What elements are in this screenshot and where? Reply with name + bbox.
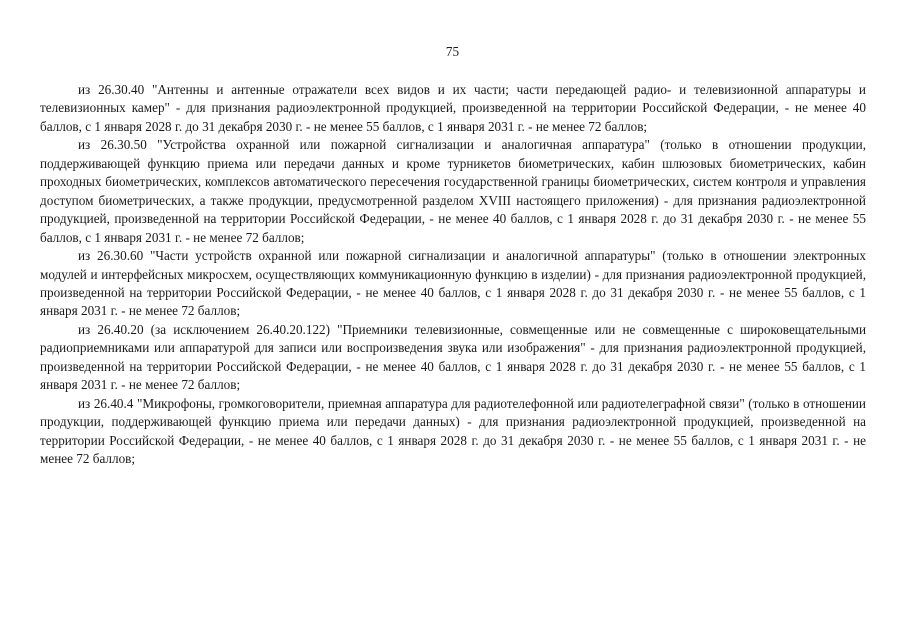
paragraph-26-30-60: из 26.30.60 "Части устройств охранной или пожарной сигнализации и аналогичной аппаратуры" (только в отношении электронных модулей и интерфейсных микросхем, осуществляющих коммуникационную функцию в изделии) - для признания радиоэлектронной продукцией, произведенной на территории Российской Федерации, - не менее 40 баллов, с 1 января 2028 г. до 31 декабря 2030 г. - не менее 55 баллов, с 1 января 2031 г. - не менее 72 баллов;: [40, 248, 866, 319]
paragraph-26-40-4: из 26.40.4 "Микрофоны, громкоговорители, приемная аппаратура для радиотелефонной или радиотелеграфной связи" (только в отношении продукции, поддерживающей функцию приема или передачи данных) - для признания радиоэлектронной продукцией, произведенной на территории Российской Федерации, - не менее 40 баллов, с 1 января 2028 г. до 31 декабря 2030 г. - не менее 55 баллов, с 1 января 2031 г. - не менее 72 баллов;: [40, 395, 866, 467]
page-number: 75: [445, 44, 460, 59]
paragraph-26-30-40: из 26.30.40 "Антенны и антенные отражатели всех видов и их части; части передающей радио- и телевизионной аппаратуры и телевизионных камер" - для признания радиоэлектронной продукцией, произведенной на территории Российской Федерации, - не менее 40 баллов, с 1 января 2028 г. до 31 декабря 2030 г. - не менее 55 баллов, с 1 января 2031 г. - не менее 72 баллов;: [40, 82, 866, 134]
paragraph-26-30-50: из 26.30.50 "Устройства охранной или пожарной сигнализации и аналогичная аппаратура" (только в отношении продукции, поддерживающей функцию приема или передачи данных и кроме турникетов биометрических, кабин шлюзовых биометрических, кабин проходных биометрических, комплексов автоматического пересечения государственной границы биометрических, систем контроля и управления доступом биометрических, а также продукции, предусмотренной разделом XVIII настоящего приложения) - для признания радиоэлектронной продукцией, произведенной на территории Российской Федерации, - не менее 40 баллов, с 1 января 2028 г. до 31 декабря 2030 г. - не менее 55 баллов, с 1 января 2031 г. - не менее 72 баллов;: [40, 137, 866, 245]
document-body: [40, 81, 866, 469]
paragraph-26-40-20: из 26.40.20 (за исключением 26.40.20.122) "Приемники телевизионные, совмещенные или не совмещенные с широковещательными радиоприемниками или аппаратурой для записи или воспроизведения звука или изображения" - для признания радиоэлектронной продукцией, произведенной на территории Российской Федерации, - не менее 40 баллов, с 1 января 2028 г. до 31 декабря 2030 г. - не менее 55 баллов, с 1 января 2031 г. - не менее 72 баллов;: [40, 321, 866, 393]
